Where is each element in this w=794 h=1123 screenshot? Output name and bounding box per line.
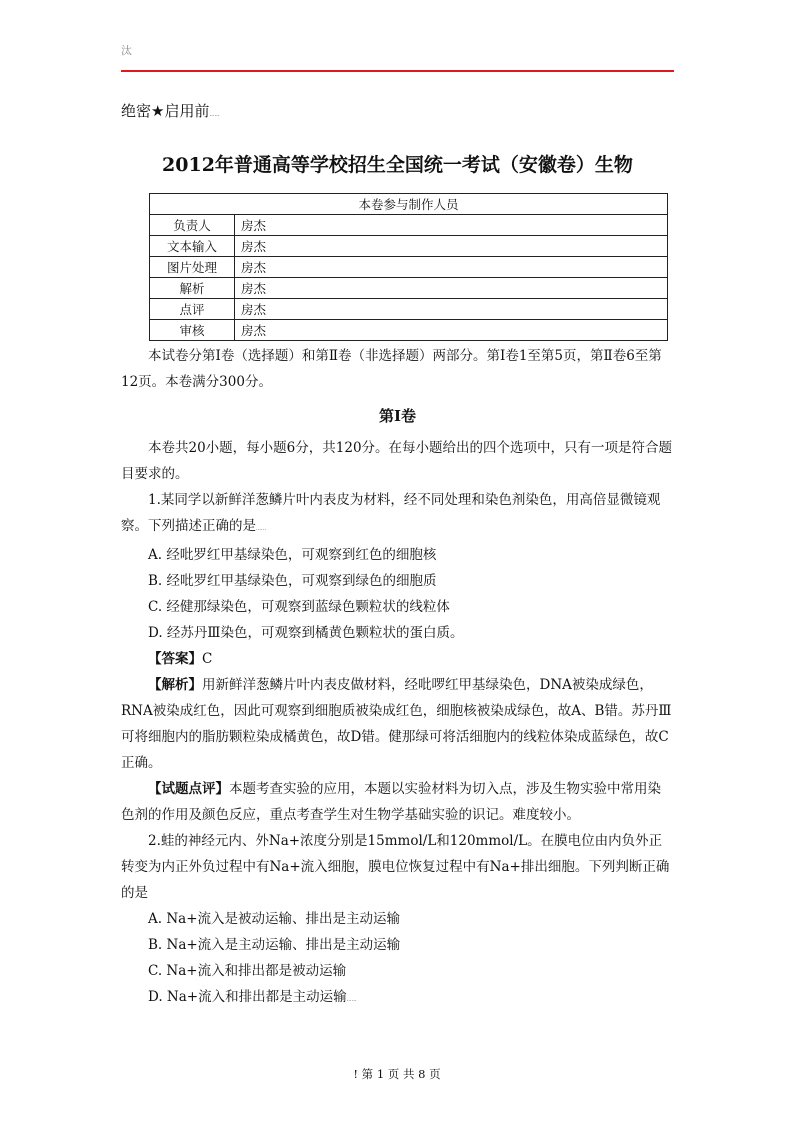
staff-table-caption: 本卷参与制作人员: [150, 194, 668, 215]
question-1-option-d: D. 经苏丹Ⅲ染色，可观察到橘黄色颗粒状的蛋白质。: [148, 625, 464, 641]
analysis-label: 【解析】: [148, 677, 202, 693]
staff-name: 房杰: [235, 257, 668, 278]
question-1-option-c: C. 经健那绿染色，可观察到蓝绿色颗粒状的线粒体: [148, 599, 450, 615]
intro-paragraph: 本试卷分第Ⅰ卷（选择题）和第Ⅱ卷（非选择题）两部分。第Ⅰ卷1至第5页，第Ⅱ卷6至第12页。本卷满分300分。: [121, 348, 662, 390]
question-2-option-d: D. Na+流入和排出都是主动运输……: [148, 989, 357, 1005]
secret-tail: ……: [209, 112, 220, 118]
section-title: 第Ⅰ卷: [378, 407, 417, 425]
question-1-comment: 【试题点评】本题考查实验的应用，本题以实验材料为切入点，涉及生物实验中常用染色剂的作用及颜色反应，重点考查学生对生物学基础实验的识记。难度较小。: [121, 781, 661, 823]
question-1-analysis: 【解析】用新鲜洋葱鳞片叶内表皮做材料，经吡啰红甲基绿染色，DNA被染成绿色，RNA被染成红色，因此可观察到细胞质被染成红色，细胞核被染成绿色，故A、B错。苏丹Ⅲ可将细胞内的脂肪颗粒染成橘黄色，故D错。健那绿可将活细胞内的线粒体染成蓝绿色，故C正确。: [121, 677, 672, 771]
table-row: [150, 299, 668, 320]
header-rule: [121, 70, 674, 72]
staff-role: 文本输入: [150, 236, 235, 257]
staff-role: 点评: [150, 299, 235, 320]
table-row: [150, 257, 668, 278]
staff-role: 负责人: [150, 215, 235, 236]
table-row: [150, 278, 668, 299]
staff-name: 房杰: [235, 278, 668, 299]
staff-name: 房杰: [235, 236, 668, 257]
staff-name: 房杰: [235, 215, 668, 236]
page-header-mark: 汰: [121, 44, 132, 57]
question-2-stem: 2.蛙的神经元内、外Na+浓度分别是15mmol/L和120mmol/L。在膜电位由内负外正转变为内正外负过程中有Na+流入细胞，膜电位恢复过程中有Na+排出细胞。下列判断正确的是: [121, 833, 670, 901]
comment-label: 【试题点评】: [148, 781, 229, 797]
staff-role: 解析: [150, 278, 235, 299]
section-intro: 本卷共20小题，每小题6分，共120分。在每小题给出的四个选项中，只有一项是符合题目要求的。: [121, 440, 673, 482]
question-2-tail: ……: [346, 997, 357, 1003]
question-2-option-b: B. Na+流入是主动运输、排出是主动运输: [148, 937, 401, 953]
question-1-tail: ……: [256, 526, 266, 532]
table-row: [150, 320, 668, 341]
question-1-option-b: B. 经吡罗红甲基绿染色，可观察到绿色的细胞质: [148, 573, 437, 589]
document-body: [121, 343, 674, 1013]
table-row: [150, 215, 668, 236]
secret-label: 绝密★启用前……: [121, 102, 220, 120]
question-1-option-a: A. 经吡罗红甲基绿染色，可观察到红色的细胞核: [148, 547, 437, 563]
page-footer: ! 第 1 页 共 8 页: [353, 1067, 441, 1081]
question-2-option-c: C. Na+流入和排出都是被动运输: [148, 963, 347, 979]
staff-name: 房杰: [235, 320, 668, 341]
question-2-option-a: A. Na+流入是被动运输、排出是主动运输: [148, 911, 401, 927]
staff-role: 图片处理: [150, 257, 235, 278]
question-1-stem: 1.某同学以新鲜洋葱鳞片叶内表皮为材料，经不同处理和染色剂染色，用高倍显微镜观察。下列描述正确的是……: [121, 492, 661, 534]
page-title: 2012年普通高等学校招生全国统一考试（安徽卷）生物: [162, 154, 633, 176]
staff-name: 房杰: [235, 299, 668, 320]
table-row: [150, 236, 668, 257]
staff-table: [149, 193, 668, 341]
question-1-answer: [121, 646, 674, 672]
answer-label: 【答案】: [148, 651, 202, 667]
answer-value: C: [202, 651, 213, 667]
staff-role: 审核: [150, 320, 235, 341]
